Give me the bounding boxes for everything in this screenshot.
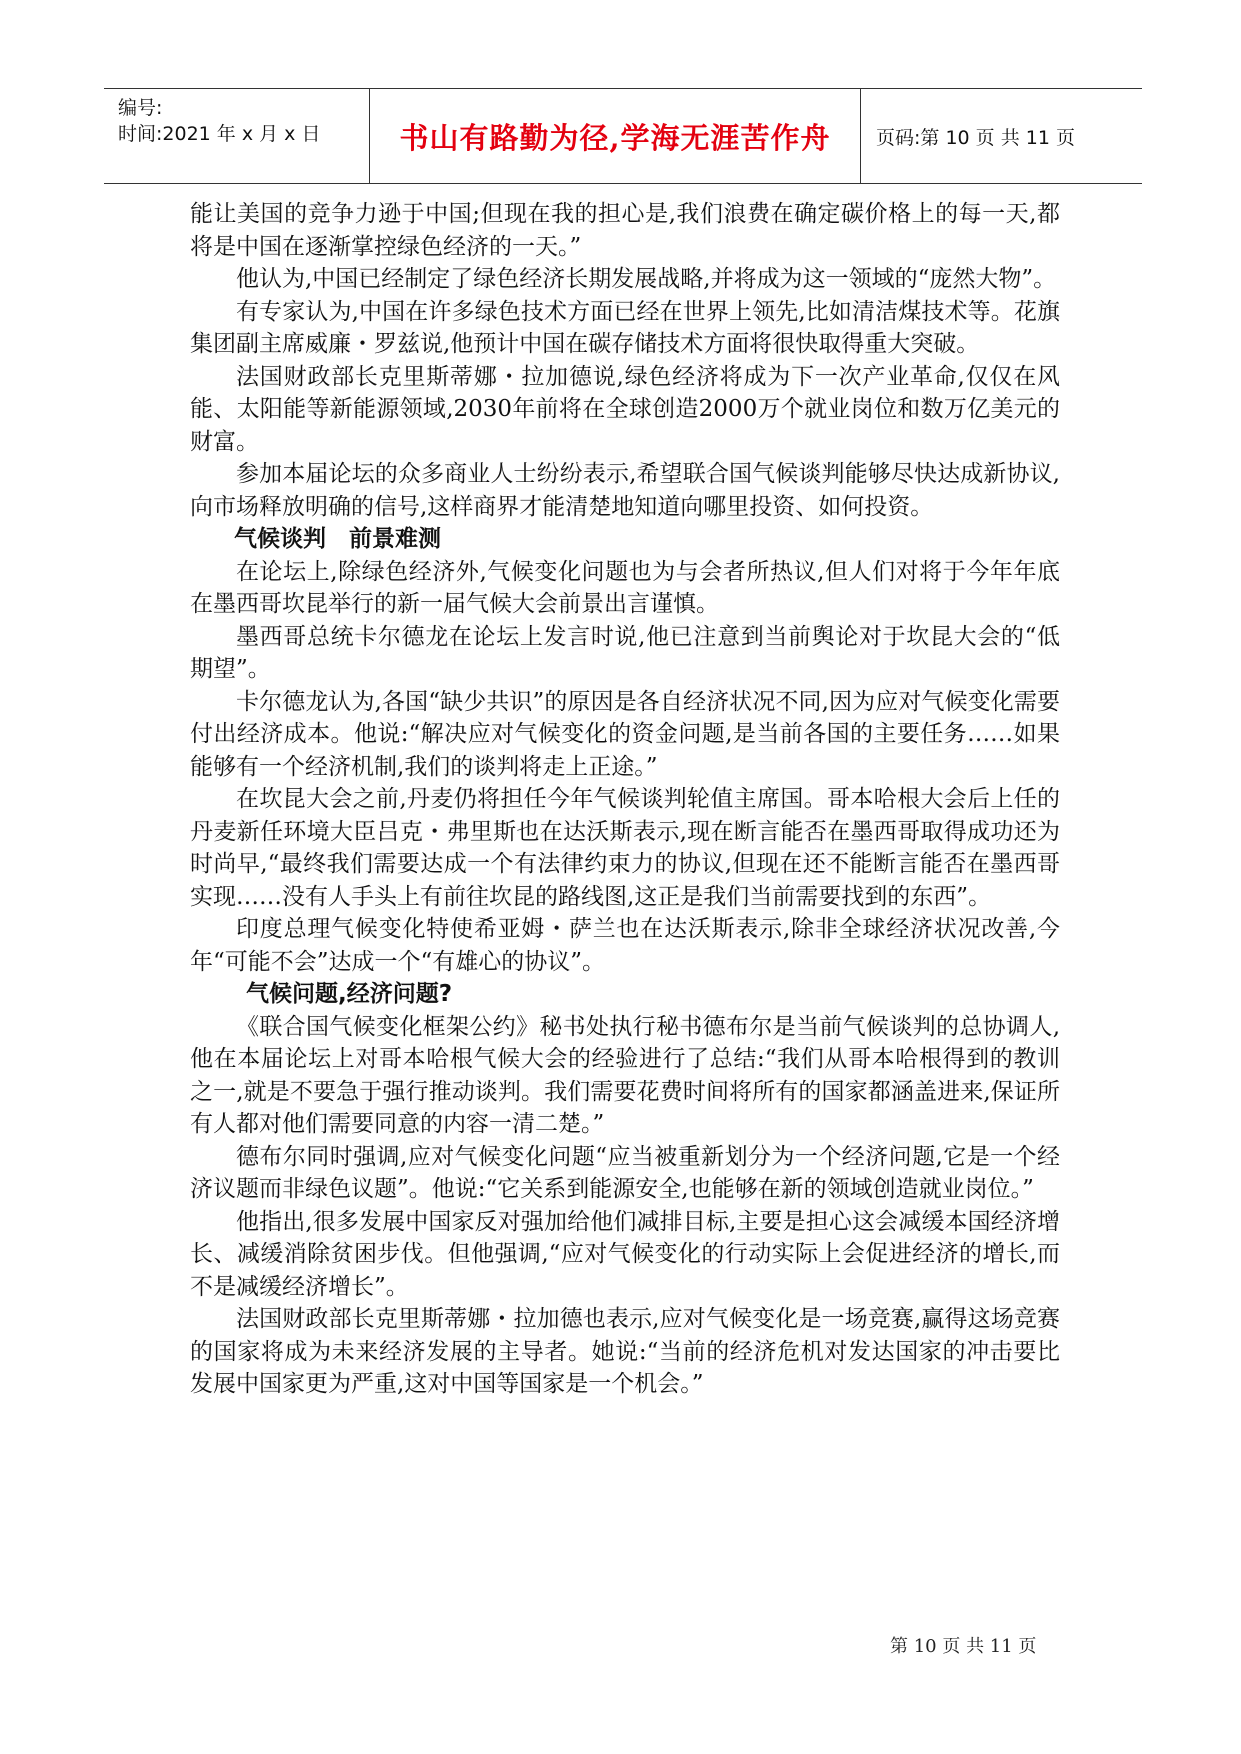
header-meta-cell [104,89,369,183]
paragraph: 有专家认为,中国在许多绿色技术方面已经在世界上领先,比如清洁煤技术等。花旗集团副主席威廉・罗兹说,他预计中国在碳存储技术方面将很快取得重大突破。 [190,298,1060,357]
document-body [190,198,1060,1401]
section-heading: 气候问题,经济问题? [246,981,453,1007]
paragraph: 墨西哥总统卡尔德龙在论坛上发言时说,他已注意到当前舆论对于坎昆大会的“低期望”。 [190,623,1060,682]
paragraph: 在坎昆大会之前,丹麦仍将担任今年气候谈判轮值主席国。哥本哈根大会后上任的丹麦新任环境大臣吕克・弗里斯也在达沃斯表示,现在断言能否在墨西哥取得成功还为时尚早,“最终我们需要达成一个有法律约束力的协议,但现在还不能断言能否在墨西哥实现……没有人手头上有前往坎昆的路线图,这正是我们当前需要找到的东西”。 [190,786,1060,910]
number-label: 编号: [118,97,163,119]
header-page-label: 页码:第 10 页 共 11 页 [876,126,1075,149]
paragraph: 印度总理气候变化特使希亚姆・萨兰也在达沃斯表示,除非全球经济状况改善,今年“可能不会”达成一个“有雄心的协议”。 [190,916,1060,975]
paragraph: 卡尔德龙认为,各国“缺少共识”的原因是各自经济状况不同,因为应对气候变化需要付出经济成本。他说:“解决应对气候变化的资金问题,是当前各国的主要任务……如果能够有一个经济机制,我们的谈判将走上正途。” [190,688,1060,780]
section-heading: 气候谈判 前景难测 [234,526,441,552]
paragraph: 法国财政部长克里斯蒂娜・拉加德说,绿色经济将成为下一次产业革命,仅仅在风能、太阳能等新能源领域,2030年前将在全球创造2000万个就业岗位和数万亿美元的财富。 [190,363,1060,455]
paragraph: 他认为,中国已经制定了绿色经济长期发展战略,并将成为这一领域的“庞然大物”。 [236,266,1057,292]
header-table [104,88,1142,184]
header-divider [860,89,861,183]
paragraph: 他指出,很多发展中国家反对强加给他们减排目标,主要是担心这会减缓本国经济增长、减缓消除贫困步伐。但他强调,“应对气候变化的行动实际上会促进经济的增长,而不是减缓经济增长”。 [190,1208,1060,1300]
time-label: 时间:2021 年 x 月 x 日 [118,123,321,145]
paragraph: 法国财政部长克里斯蒂娜・拉加德也表示,应对气候变化是一场竞赛,赢得这场竞赛的国家将成为未来经济发展的主导者。她说:“当前的经济危机对发达国家的冲击要比发展中国家更为严重,这对中国等国家是一个机会。” [190,1306,1060,1397]
paragraph: 参加本届论坛的众多商业人士纷纷表示,希望联合国气候谈判能够尽快达成新协议,向市场释放明确的信号,这样商界才能清楚地知道向哪里投资、如何投资。 [190,461,1060,520]
paragraph: 德布尔同时强调,应对气候变化问题“应当被重新划分为一个经济问题,它是一个经济议题而非绿色议题”。他说:“它关系到能源安全,也能够在新的领域创造就业岗位。” [190,1143,1060,1202]
paragraph: 《联合国气候变化框架公约》秘书处执行秘书德布尔是当前气候谈判的总协调人,他在本届论坛上对哥本哈根气候大会的经验进行了总结:“我们从哥本哈根得到的教训之一,就是不要急于强行推动谈判。我们需要花费时间将所有的国家都涵盖进来,保证所有人都对他们需要同意的内容一清二楚。” [190,1013,1060,1137]
header-motto: 书山有路勤为径,学海无涯苦作舟 [399,120,831,155]
paragraph: 在论坛上,除绿色经济外,气候变化问题也为与会者所热议,但人们对将于今年年底在墨西哥坎昆举行的新一届气候大会前景出言谨慎。 [190,558,1060,617]
paragraph: 能让美国的竞争力逊于中国;但现在我的担心是,我们浪费在确定碳价格上的每一天,都将是中国在逐渐掌控绿色经济的一天。” [190,201,1060,260]
page-footer: 第 10 页 共 11 页 [890,1636,1037,1657]
